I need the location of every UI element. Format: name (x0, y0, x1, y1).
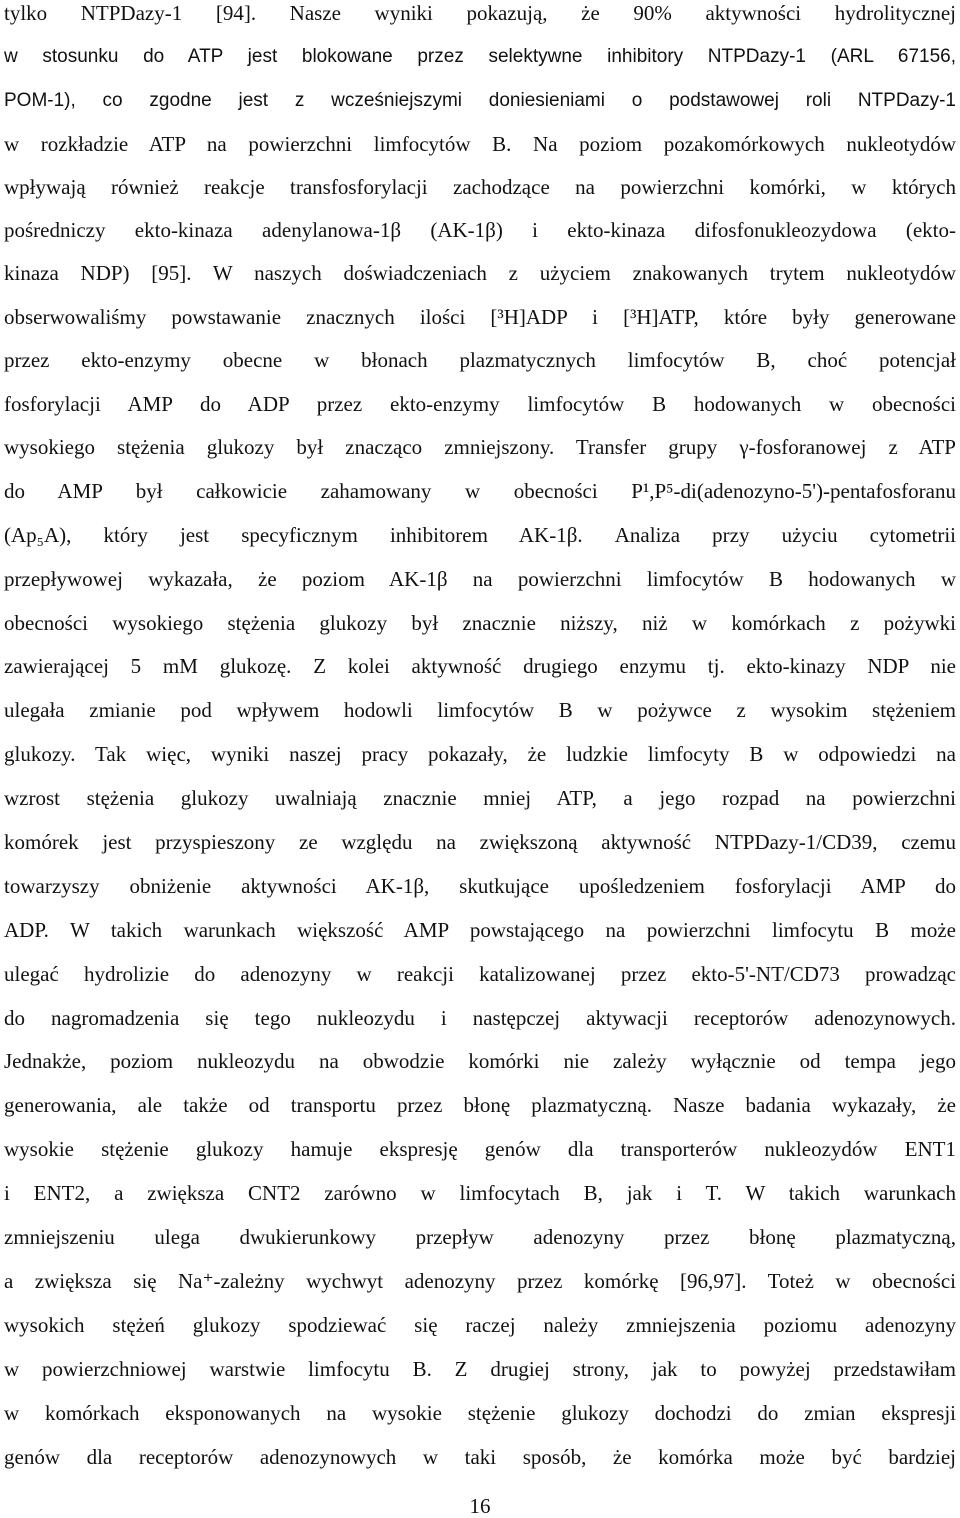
text-line: w stosunku do ATP jest blokowane przez selektywne inhibitory NTPDazy-1 (ARL 67156, (4, 46, 956, 67)
text-line: do nagromadzenia się tego nukleozydu i następczej aktywacji receptorów adenozynowych. (4, 1006, 956, 1030)
text-line: wysokie stężenie glukozy hamuje ekspresję genów dla transporterów nukleozydów ENT1 (4, 1137, 956, 1161)
text-line: ulegała zmianie pod wpływem hodowli limfocytów B w pożywce z wysokim stężeniem (4, 698, 956, 722)
text-line: do AMP był całkowicie zahamowany w obecności P¹,P⁵-di(adenozyno-5')-pentafosforanu (4, 479, 956, 503)
text-line: (Ap₅A), który jest specyficznym inhibitorem AK-1β. Analiza przy użyciu cytometrii (4, 523, 956, 547)
text-line: wpływają również reakcje transfosforylacji zachodzące na powierzchni komórki, w których (4, 175, 956, 199)
text-line: i ENT2, a zwiększa CNT2 zarówno w limfocytach B, jak i T. W takich warunkach (4, 1181, 956, 1205)
text-line: zawierającej 5 mM glukozę. Z kolei aktywność drugiego enzymu tj. ekto-kinazy NDP nie (4, 654, 956, 678)
text-line: przepływowej wykazała, że poziom AK-1β na powierzchni limfocytów B hodowanych w (4, 567, 956, 591)
text-line: obecności wysokiego stężenia glukozy był znacznie niższy, niż w komórkach z pożywki (4, 611, 956, 635)
text-line: towarzyszy obniżenie aktywności AK-1β, skutkujące upośledzeniem fosforylacji AMP do (4, 874, 956, 898)
text-line: w rozkładzie ATP na powierzchni limfocytów B. Na poziom pozakomórkowych nukleotydów (4, 132, 956, 156)
text-line: ulegać hydrolizie do adenozyny w reakcji katalizowanej przez ekto-5'-NT/CD73 prowadząc (4, 962, 956, 986)
text-line: przez ekto-enzymy obecne w błonach plazmatycznych limfocytów B, choć potencjał (4, 348, 956, 372)
text-line: wysokich stężeń glukozy spodziewać się raczej należy zmniejszenia poziomu adenozyny (4, 1313, 956, 1337)
text-line: kinaza NDP) [95]. W naszych doświadczeniach z użyciem znakowanych trytem nukleotydów (4, 261, 956, 285)
page-number: 16 (469, 1494, 491, 1518)
text-line: komórek jest przyspieszony ze względu na zwiększoną aktywność NTPDazy-1/CD39, czemu (4, 830, 956, 854)
text-line: wysokiego stężenia glukozy był znacząco zmniejszony. Transfer grupy γ-fosforanowej z ATP (4, 435, 956, 459)
text-line: wzrost stężenia glukozy uwalniają znacznie mniej ATP, a jego rozpad na powierzchni (4, 786, 956, 810)
text-line: obserwowaliśmy powstawanie znacznych ilości [³H]ADP i [³H]ATP, które były generowane (4, 305, 956, 329)
text-line: generowania, ale także od transportu przez błonę plazmatyczną. Nasze badania wykazały, że (4, 1093, 956, 1117)
text-line: a zwiększa się Na⁺-zależny wychwyt adenozyny przez komórkę [96,97]. Toteż w obecności (4, 1269, 956, 1293)
text-line: genów dla receptorów adenozynowych w taki sposób, że komórka może być bardziej (4, 1445, 956, 1469)
text-line: w powierzchniowej warstwie limfocytu B. Z drugiej strony, jak to powyżej przedstawiłam (4, 1357, 956, 1381)
text-line: pośredniczy ekto-kinaza adenylanowa-1β (AK-1β) i ekto-kinaza difosfonukleozydowa (ekto- (4, 218, 956, 242)
text-line: POM-1), co zgodne jest z wcześniejszymi doniesieniami o podstawowej roli NTPDazy-1 (4, 90, 956, 111)
text-line: ADP. W takich warunkach większość AMP powstającego na powierzchni limfocytu B może (4, 918, 956, 942)
text-line: w komórkach eksponowanych na wysokie stężenie glukozy dochodzi do zmian ekspresji (4, 1401, 956, 1425)
text-line: tylko NTPDazy-1 [94]. Nasze wyniki pokazują, że 90% aktywności hydrolitycznej (4, 1, 956, 25)
text-line: zmniejszeniu ulega dwukierunkowy przepływ adenozyny przez błonę plazmatyczną, (4, 1225, 956, 1249)
text-line: glukozy. Tak więc, wyniki naszej pracy pokazały, że ludzkie limfocyty B w odpowiedzi na (4, 742, 956, 766)
text-line: Jednakże, poziom nukleozydu na obwodzie komórki nie zależy wyłącznie od tempa jego (4, 1049, 956, 1073)
text-line: fosforylacji AMP do ADP przez ekto-enzymy limfocytów B hodowanych w obecności (4, 392, 956, 416)
